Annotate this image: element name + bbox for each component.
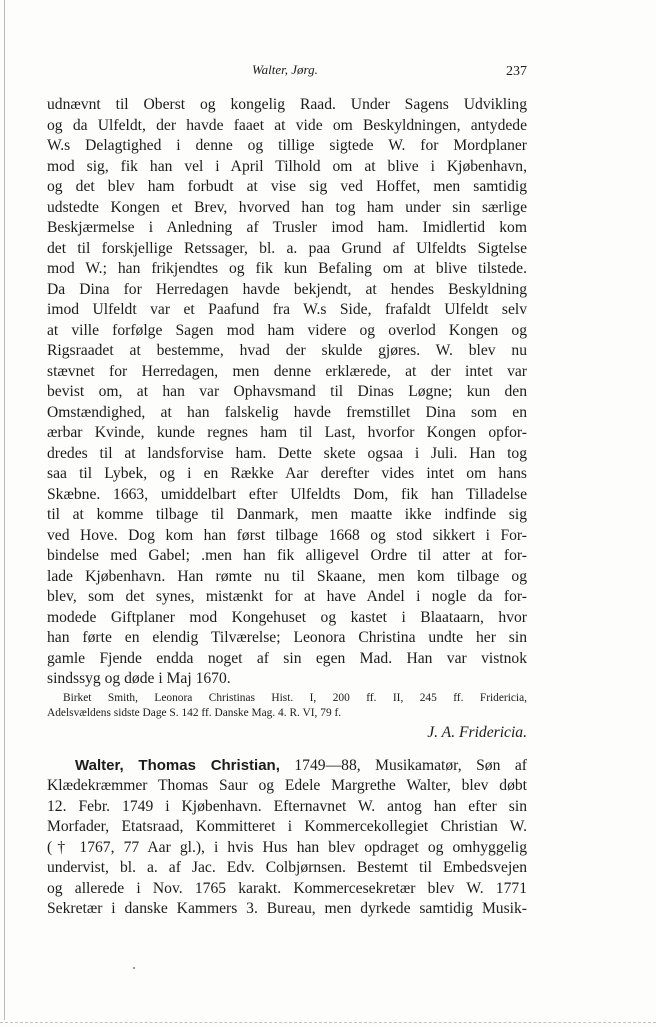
text-line: udstedte Kongen et Brev, hvorved han tog ham under sin særlige bbox=[47, 198, 527, 216]
text-line: og da Ulfeldt, der havde faaet at vide om Beskyldningen, antydede bbox=[47, 116, 527, 134]
text-line: W.s Delagtighed i denne og tillige sigtede W. for Mordplaner bbox=[47, 137, 527, 154]
article-headword: Walter, Thomas Christian, bbox=[75, 756, 280, 774]
text-line: gamle Fjende endda noget af sin egen Mad. Han var vistnok bbox=[47, 649, 527, 667]
text-line: Omstændighed, at han falskelig havde fremstillet Dina som en bbox=[47, 403, 527, 421]
text-line: 12. Febr. 1749 i Kjøbenhavn. Efternavnet W. antog han efter sin bbox=[47, 797, 527, 815]
article-thomas-christian-walter bbox=[47, 756, 527, 920]
page-number: 237 bbox=[506, 64, 527, 79]
text-line: Morfader, Etatsraad, Kommitteret i Kommercekollegiet Christian W. bbox=[47, 818, 527, 835]
text-line: sindssyg og døde i Maj 1670. bbox=[47, 670, 231, 687]
article-jorg-walter-continuation bbox=[47, 95, 527, 743]
text-line: Skæbne. 1663, umiddelbart efter Ulfeldts Dom, fik han Tilladelse bbox=[47, 485, 527, 503]
article-gap bbox=[47, 743, 527, 756]
reference-line: Birket Smith, Leonora Christinas Hist. I, 200 ff. II, 245 ff. Fridericia, bbox=[63, 691, 527, 704]
text-line: Klædekræmmer Thomas Saur og Edele Margrethe Walter, blev døbt bbox=[47, 777, 527, 794]
text-line: mod W.; han frikjendtes og fik kun Befaling om at blive tilstede. bbox=[47, 260, 527, 277]
text-line: ærbar Kvinde, kunde regnes ham til Last, hvorfor Kongen opfor- bbox=[47, 424, 527, 441]
text-line: dredes til at landsforvise ham. Dette skete ogsaa i Juli. Han tog bbox=[47, 444, 527, 462]
text-line: Beskjærmelse i Anledning af Trusler imod ham. Imidlertid kom bbox=[47, 219, 527, 236]
text-line: imod Ulfeldt var et Paafund fra W.s Side, frafaldt Ulfeldt selv bbox=[47, 301, 527, 318]
text-line: og allerede i Nov. 1765 karakt. Kommercesekretær blev W. 1771 bbox=[47, 879, 527, 897]
author-signature: J. A. Fridericia. bbox=[427, 723, 527, 741]
text-line: han førte en elendig Tilværelse; Leonora Christina undte her sin bbox=[47, 629, 527, 646]
text-line: at ville forfølge Sagen mod ham videre og overlod Kongen og bbox=[47, 321, 527, 339]
text-line: og det blev ham forbudt at vise sig ved Hoffet, men samtidig bbox=[47, 178, 527, 195]
text-line: lade Kjøbenhavn. Han rømte nu til Skaane, men kom tilbage og bbox=[47, 567, 527, 585]
text-line: stævnet for Herredagen, men denne erklærede, at der intet var bbox=[47, 362, 527, 380]
article-first-line-rest: 1749—88, Musikamatør, Søn af bbox=[279, 756, 527, 774]
article-first-line bbox=[47, 756, 527, 777]
reference-line: Adelsvældens sidste Dage S. 142 ff. Danske Mag. 4. R. VI, 79 f. bbox=[47, 706, 342, 719]
page-body bbox=[47, 95, 527, 920]
text-line: Da Dina for Herredagen havde bekjendt, at hendes Beskyldning bbox=[47, 280, 527, 298]
text-line: († 1767, 77 Aar gl.), i hvis Hus han blev opdraget og omhyggelig bbox=[47, 838, 527, 856]
text-line: mod sig, fik han vel i April Tilhold om at blive i Kjøbenhavn, bbox=[47, 157, 527, 175]
text-line: ved Hove. Dog kom han først tilbage 1668 og stod sikkert i For- bbox=[47, 526, 527, 544]
text-line: Rigsraadet at bestemme, hvad der skulde gjøres. W. blev nu bbox=[47, 342, 527, 359]
running-title: Walter, Jørg. bbox=[252, 62, 318, 77]
text-line: blev, som det synes, mistænkt for at have Andel i nogle da for- bbox=[47, 588, 527, 605]
text-line: modede Giftplaner mod Kongehuset og kastet i Blaataarn, hvor bbox=[47, 608, 527, 626]
scan-speck bbox=[133, 967, 135, 969]
text-line: bevist om, at han var Ophavsmand til Dinas Løgne; kun den bbox=[47, 383, 527, 400]
text-line: bindelse med Gabel; .men han fik alligevel Ordre til atter at for- bbox=[47, 547, 527, 564]
text-line: til at komme tilbage til Danmark, men maatte ikke indfinde sig bbox=[47, 506, 527, 523]
text-line: det til forskjellige Retssager, bl. a. paa Grund af Ulfeldts Sigtelse bbox=[47, 239, 527, 257]
running-header bbox=[0, 62, 656, 82]
text-line: undervist, bl. a. af Jac. Edv. Colbjørnsen. Bestemt til Embedsvejen bbox=[47, 859, 527, 876]
text-line: udnævnt til Oberst og kongelig Raad. Under Sagens Udvikling bbox=[47, 96, 527, 113]
text-line: saa til Lybek, og i en Række Aar derefter vides intet om hans bbox=[47, 465, 527, 482]
page-edge-bottom bbox=[0, 1022, 656, 1023]
page-edge-left bbox=[4, 0, 5, 1020]
text-line: Sekretær i danske Kammers 3. Bureau, men dyrkede samtidig Musik- bbox=[47, 900, 527, 917]
